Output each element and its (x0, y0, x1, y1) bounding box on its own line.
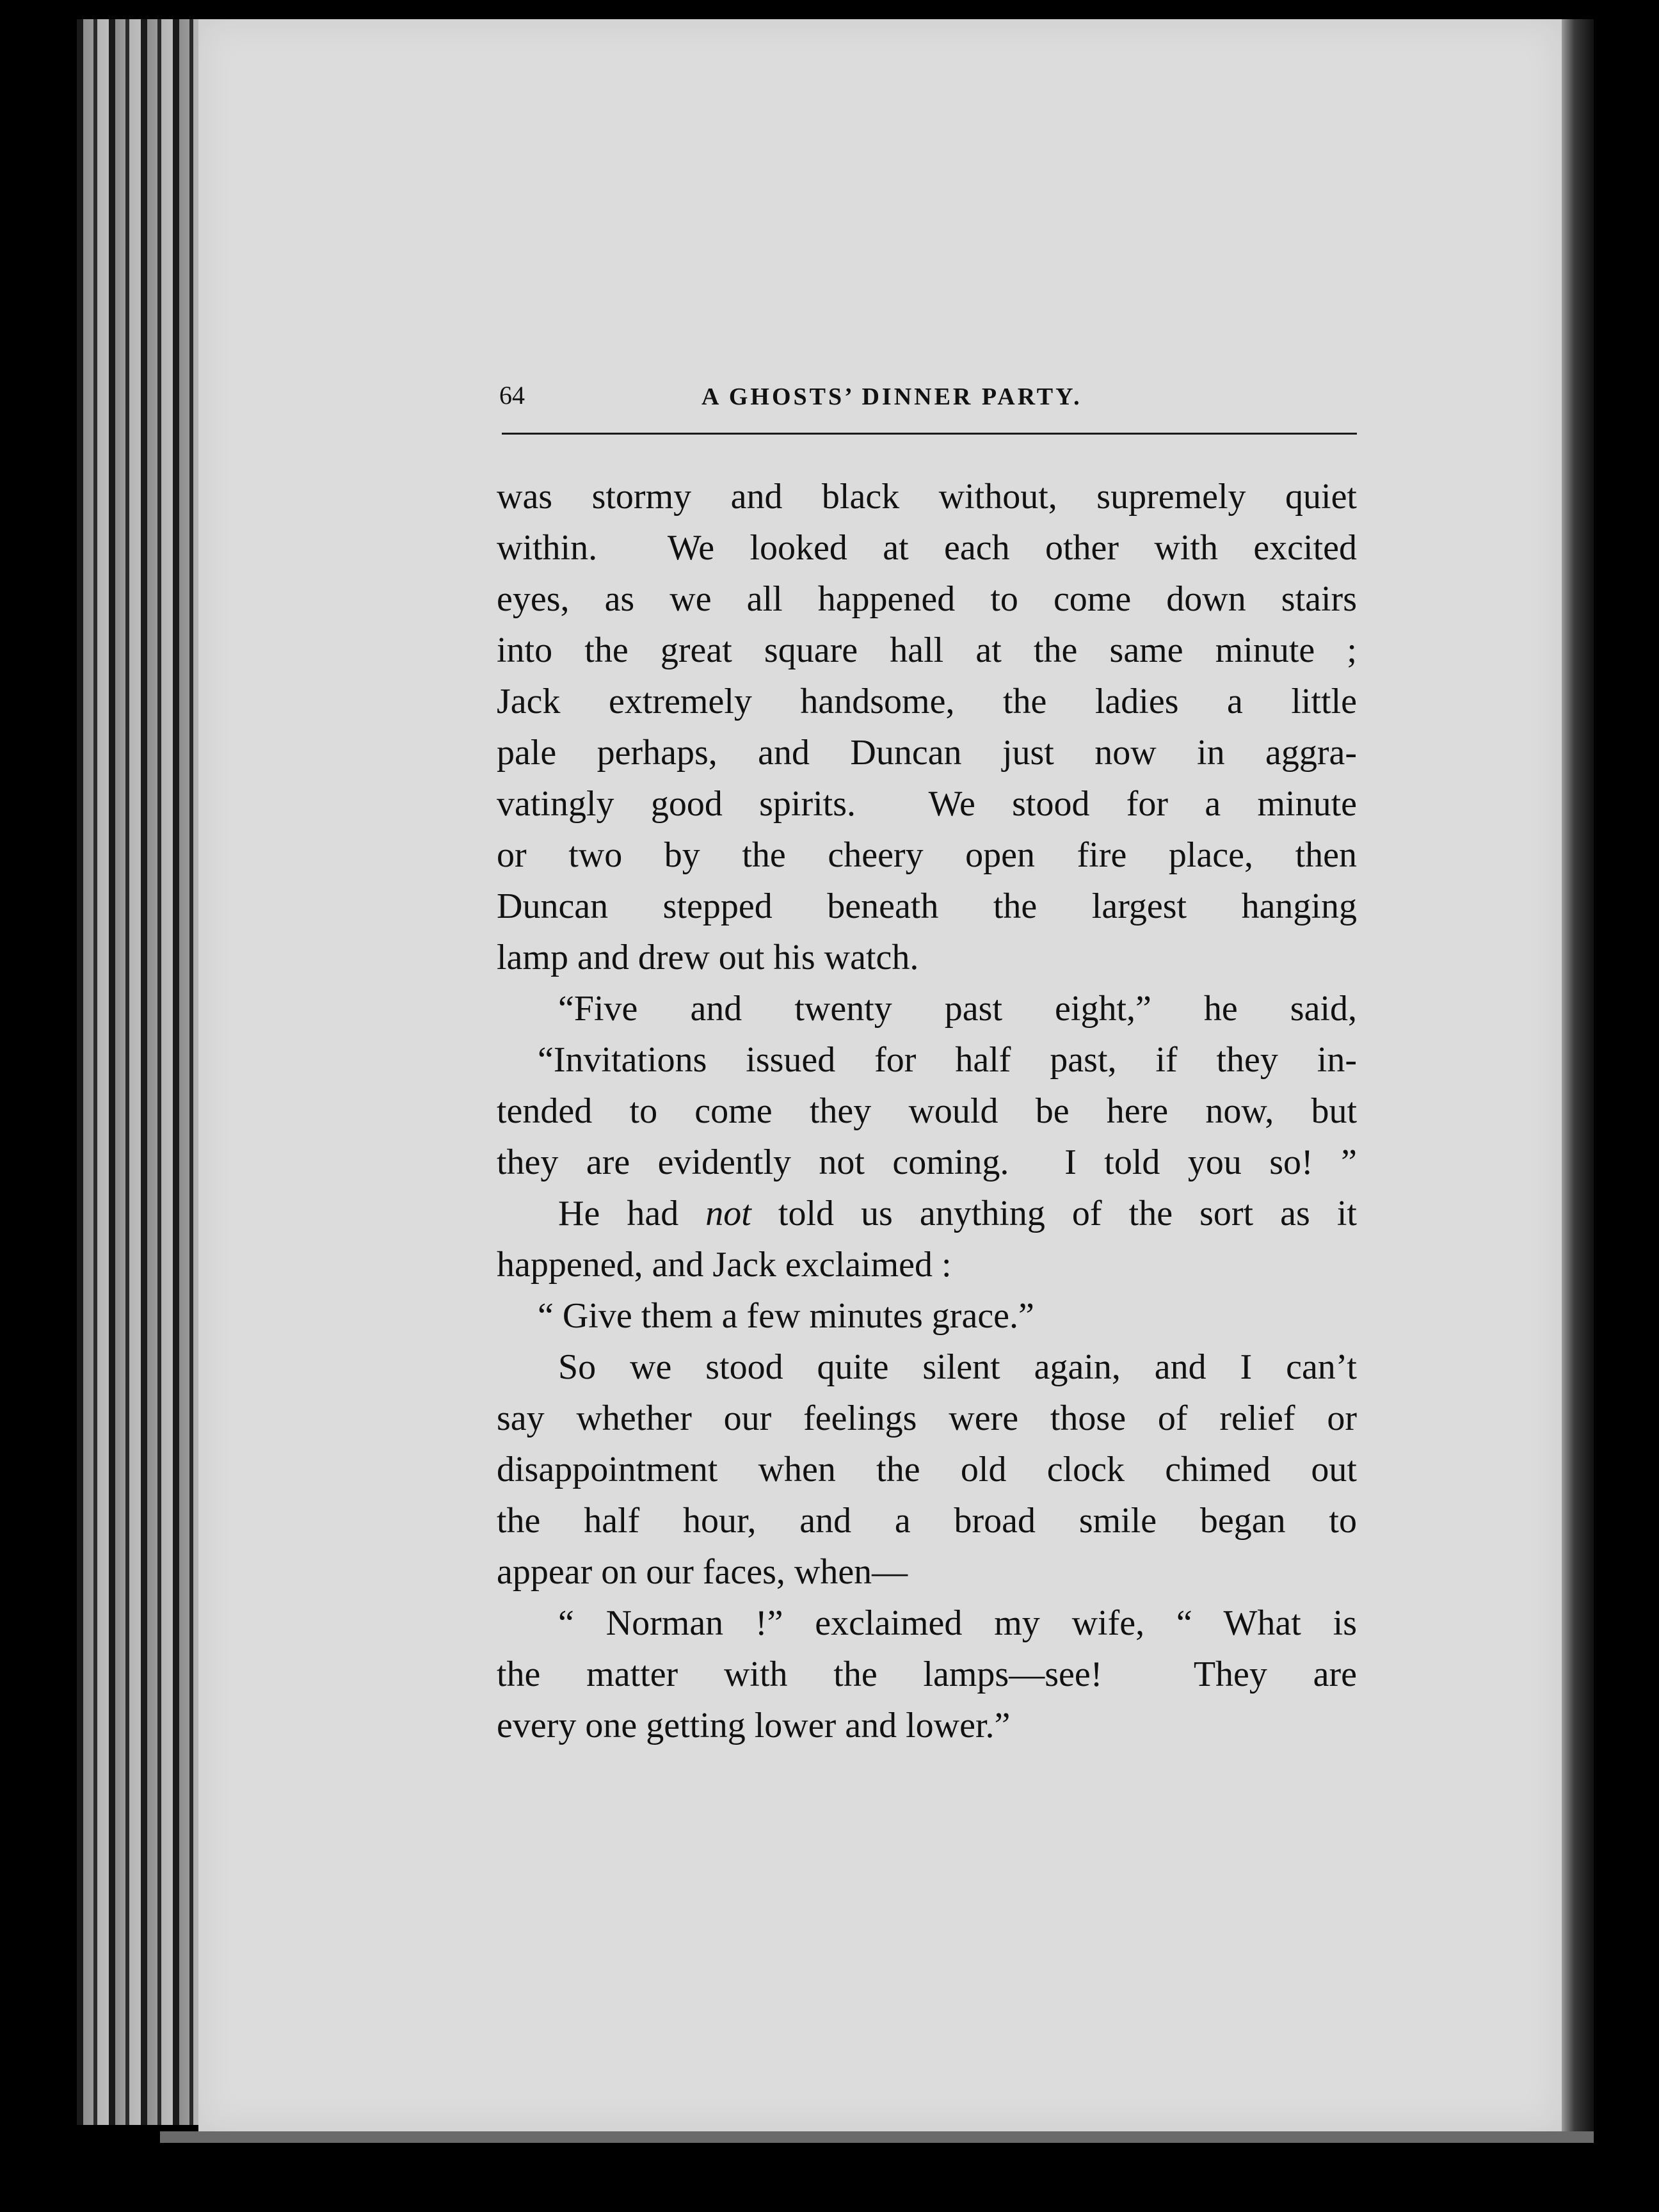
text-line: happened, and Jack exclaimed : (497, 1245, 952, 1285)
text-line: they are evidently not coming. I told you so! ” (497, 1142, 1357, 1182)
text-line: eyes, as we all happened to come down stairs (497, 579, 1357, 619)
text-line: tended to come they would be here now, but (497, 1091, 1357, 1131)
text-line: the half hour, and a broad smile began to (497, 1501, 1357, 1541)
text-line: appear on our faces, when— (497, 1552, 908, 1592)
text-line: vatingly good spirits. We stood for a minute (497, 784, 1357, 824)
text-line-mixed (497, 1188, 1357, 1239)
text-line: was stormy and black without, supremely quiet (497, 477, 1357, 517)
text-line: every one getting lower and lower.” (497, 1706, 1011, 1745)
italic-emphasis: not (705, 1194, 751, 1233)
text-line: or two by the cheery open fire place, then (497, 835, 1357, 875)
text-line: within. We looked at each other with excited (497, 528, 1357, 568)
running-head: A GHOSTS’ DINNER PARTY. (701, 383, 1082, 410)
text-line: into the great square hall at the same minute ; (497, 630, 1357, 670)
binding-edge (1562, 19, 1594, 2131)
header-rule (502, 433, 1357, 435)
text-line: “Five and twenty past eight,” he said, (558, 989, 1357, 1029)
text-line: disappointment when the old clock chimed out (497, 1450, 1357, 1489)
text-line: lamp and drew out his watch. (497, 938, 919, 977)
text-line: “Invitations issued for half past, if they in- (538, 1040, 1357, 1080)
text-line: say whether our feelings were those of relief or (497, 1399, 1357, 1438)
text-line: “ Give them a few minutes grace.” (538, 1296, 1034, 1336)
text-line: the matter with the lamps—see! They are (497, 1655, 1357, 1694)
text-line: “ Norman !” exclaimed my wife, “ What is (558, 1603, 1357, 1643)
page-number: 64 (499, 381, 525, 410)
text-line: So we stood quite silent again, and I can’t (558, 1347, 1357, 1387)
body-text (497, 471, 1357, 1751)
bottom-edge (160, 2131, 1594, 2143)
text-line: Duncan stepped beneath the largest hanging (497, 886, 1357, 926)
text-line: Jack extremely handsome, the ladies a little (497, 682, 1357, 721)
text-fragment: He had (558, 1194, 706, 1233)
page-edges (77, 19, 205, 2125)
page-header (499, 380, 1357, 416)
text-fragment: told us anything of the sort as it (751, 1194, 1357, 1233)
text-line: pale perhaps, and Duncan just now in aggra- (497, 733, 1357, 773)
